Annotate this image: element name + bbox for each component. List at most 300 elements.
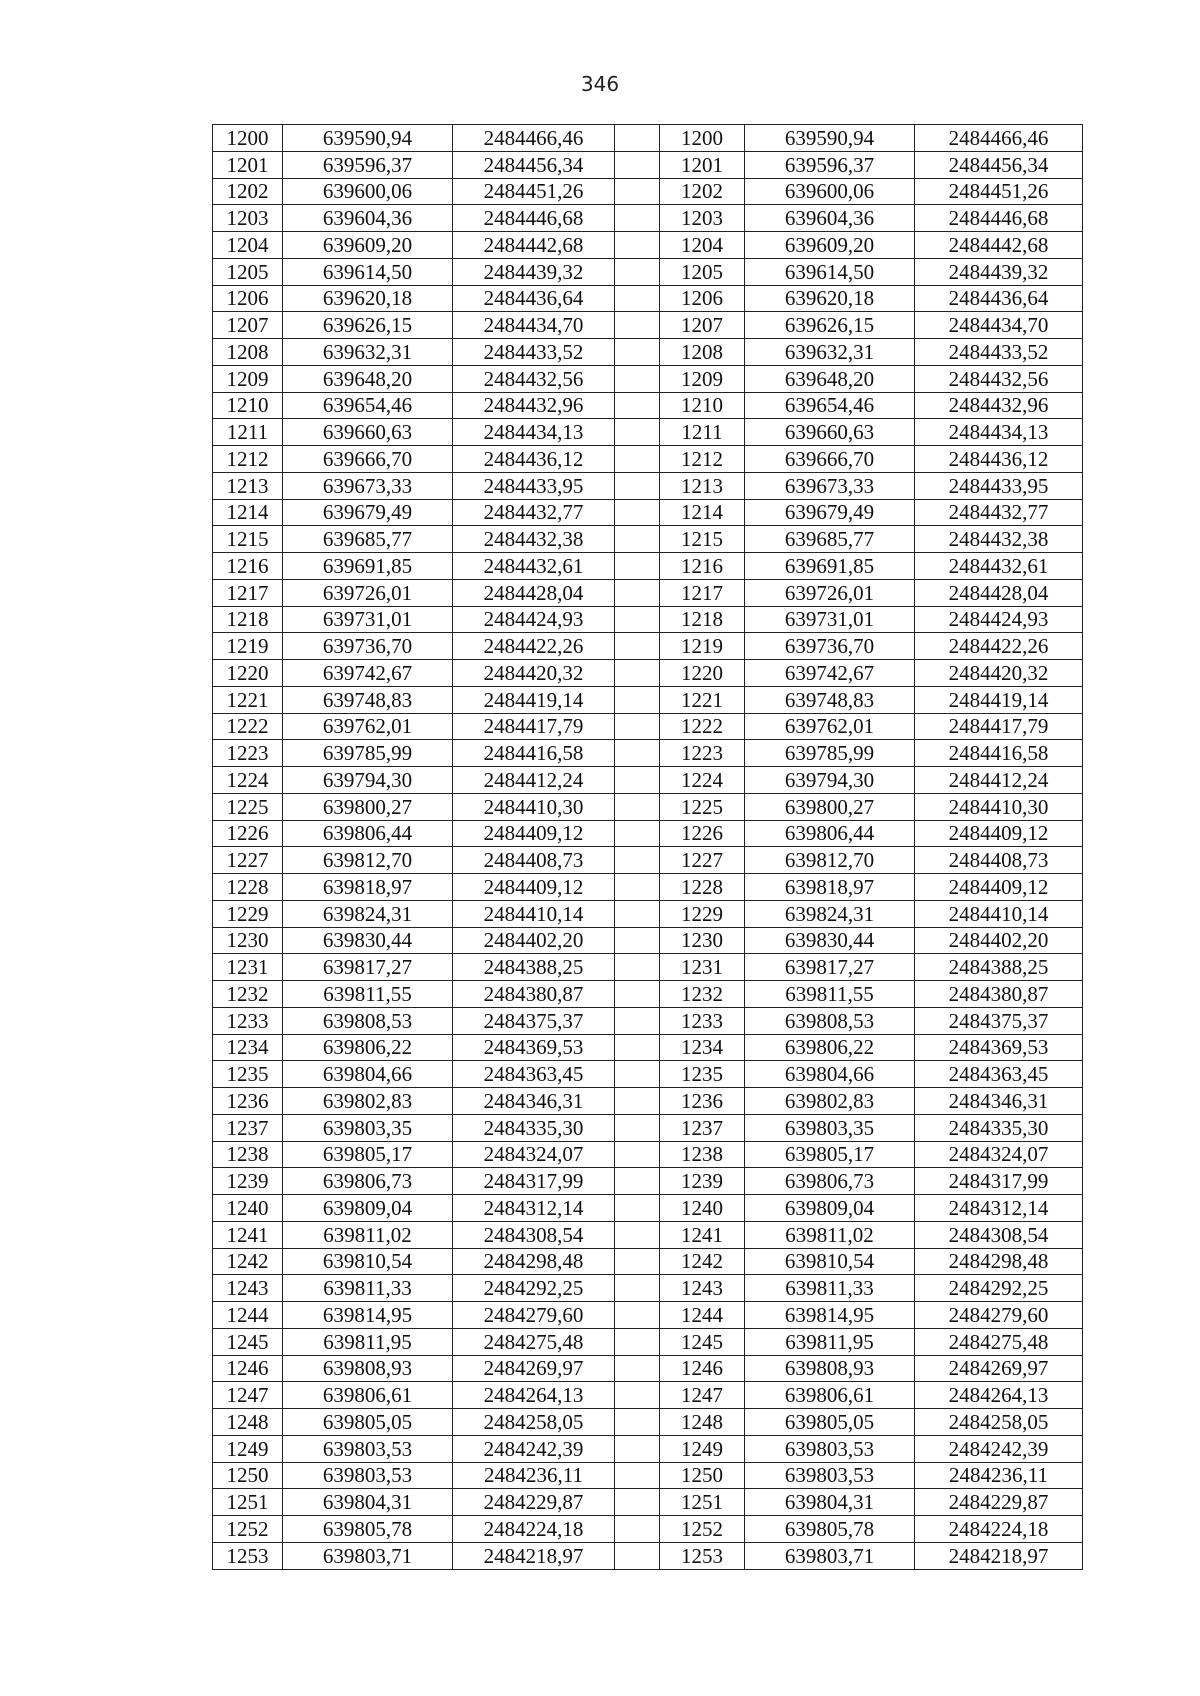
right-point-number-cell: 1214: [660, 499, 745, 526]
empty-separator-cell: [615, 954, 660, 981]
right-y-coordinate-cell: 2484402,20: [915, 927, 1083, 954]
left-y-coordinate-cell: 2484410,30: [453, 793, 615, 820]
left-y-coordinate-cell: 2484446,68: [453, 205, 615, 232]
empty-separator-cell: [615, 660, 660, 687]
left-point-number-cell: 1238: [213, 1141, 283, 1168]
left-point-number-cell: 1204: [213, 232, 283, 259]
right-x-coordinate-cell: 639812,70: [745, 847, 915, 874]
left-x-coordinate-cell: 639811,55: [283, 981, 453, 1008]
empty-separator-cell: [615, 392, 660, 419]
right-y-coordinate-cell: 2484432,77: [915, 499, 1083, 526]
left-x-coordinate-cell: 639632,31: [283, 339, 453, 366]
left-x-coordinate-cell: 639805,17: [283, 1141, 453, 1168]
left-x-coordinate-cell: 639806,44: [283, 820, 453, 847]
left-point-number-cell: 1219: [213, 633, 283, 660]
left-point-number-cell: 1249: [213, 1435, 283, 1462]
right-x-coordinate-cell: 639609,20: [745, 232, 915, 259]
right-point-number-cell: 1213: [660, 472, 745, 499]
right-point-number-cell: 1203: [660, 205, 745, 232]
table-row: [213, 1516, 1083, 1543]
left-x-coordinate-cell: 639762,01: [283, 713, 453, 740]
empty-separator-cell: [615, 767, 660, 794]
right-y-coordinate-cell: 2484317,99: [915, 1168, 1083, 1195]
empty-separator-cell: [615, 446, 660, 473]
right-point-number-cell: 1208: [660, 339, 745, 366]
empty-separator-cell: [615, 1382, 660, 1409]
empty-separator-cell: [615, 1435, 660, 1462]
left-x-coordinate-cell: 639806,22: [283, 1034, 453, 1061]
left-point-number-cell: 1224: [213, 767, 283, 794]
left-y-coordinate-cell: 2484433,95: [453, 472, 615, 499]
table-row: [213, 125, 1083, 152]
right-y-coordinate-cell: 2484432,56: [915, 365, 1083, 392]
table-row: [213, 1007, 1083, 1034]
right-x-coordinate-cell: 639803,53: [745, 1435, 915, 1462]
left-y-coordinate-cell: 2484312,14: [453, 1195, 615, 1222]
left-y-coordinate-cell: 2484442,68: [453, 232, 615, 259]
empty-separator-cell: [615, 1034, 660, 1061]
right-x-coordinate-cell: 639808,93: [745, 1355, 915, 1382]
right-y-coordinate-cell: 2484218,97: [915, 1542, 1083, 1569]
left-point-number-cell: 1239: [213, 1168, 283, 1195]
right-x-coordinate-cell: 639620,18: [745, 285, 915, 312]
right-x-coordinate-cell: 639626,15: [745, 312, 915, 339]
empty-separator-cell: [615, 1355, 660, 1382]
left-x-coordinate-cell: 639809,04: [283, 1195, 453, 1222]
right-x-coordinate-cell: 639810,54: [745, 1248, 915, 1275]
left-point-number-cell: 1253: [213, 1542, 283, 1569]
empty-separator-cell: [615, 312, 660, 339]
left-point-number-cell: 1252: [213, 1516, 283, 1543]
left-point-number-cell: 1208: [213, 339, 283, 366]
right-y-coordinate-cell: 2484446,68: [915, 205, 1083, 232]
right-x-coordinate-cell: 639742,67: [745, 660, 915, 687]
right-y-coordinate-cell: 2484424,93: [915, 606, 1083, 633]
left-x-coordinate-cell: 639803,35: [283, 1114, 453, 1141]
left-y-coordinate-cell: 2484432,96: [453, 392, 615, 419]
right-y-coordinate-cell: 2484451,26: [915, 178, 1083, 205]
left-y-coordinate-cell: 2484433,52: [453, 339, 615, 366]
right-point-number-cell: 1230: [660, 927, 745, 954]
right-y-coordinate-cell: 2484408,73: [915, 847, 1083, 874]
left-y-coordinate-cell: 2484428,04: [453, 579, 615, 606]
right-y-coordinate-cell: 2484292,25: [915, 1275, 1083, 1302]
left-point-number-cell: 1242: [213, 1248, 283, 1275]
right-x-coordinate-cell: 639803,53: [745, 1462, 915, 1489]
right-x-coordinate-cell: 639679,49: [745, 499, 915, 526]
left-point-number-cell: 1210: [213, 392, 283, 419]
empty-separator-cell: [615, 1007, 660, 1034]
right-point-number-cell: 1207: [660, 312, 745, 339]
left-y-coordinate-cell: 2484456,34: [453, 151, 615, 178]
table-row: [213, 713, 1083, 740]
right-x-coordinate-cell: 639673,33: [745, 472, 915, 499]
empty-separator-cell: [615, 151, 660, 178]
right-point-number-cell: 1212: [660, 446, 745, 473]
empty-separator-cell: [615, 1248, 660, 1275]
left-x-coordinate-cell: 639811,33: [283, 1275, 453, 1302]
left-point-number-cell: 1235: [213, 1061, 283, 1088]
left-x-coordinate-cell: 639806,61: [283, 1382, 453, 1409]
right-y-coordinate-cell: 2484428,04: [915, 579, 1083, 606]
table-row: [213, 820, 1083, 847]
right-x-coordinate-cell: 639814,95: [745, 1302, 915, 1329]
table-row: [213, 312, 1083, 339]
right-point-number-cell: 1247: [660, 1382, 745, 1409]
left-y-coordinate-cell: 2484275,48: [453, 1328, 615, 1355]
table-row: [213, 205, 1083, 232]
right-y-coordinate-cell: 2484242,39: [915, 1435, 1083, 1462]
empty-separator-cell: [615, 472, 660, 499]
empty-separator-cell: [615, 1114, 660, 1141]
right-x-coordinate-cell: 639762,01: [745, 713, 915, 740]
left-y-coordinate-cell: 2484346,31: [453, 1088, 615, 1115]
right-x-coordinate-cell: 639808,53: [745, 1007, 915, 1034]
left-x-coordinate-cell: 639830,44: [283, 927, 453, 954]
empty-separator-cell: [615, 847, 660, 874]
right-x-coordinate-cell: 639590,94: [745, 125, 915, 152]
left-x-coordinate-cell: 639654,46: [283, 392, 453, 419]
left-x-coordinate-cell: 639810,54: [283, 1248, 453, 1275]
empty-separator-cell: [615, 633, 660, 660]
right-point-number-cell: 1231: [660, 954, 745, 981]
right-x-coordinate-cell: 639804,66: [745, 1061, 915, 1088]
left-x-coordinate-cell: 639785,99: [283, 740, 453, 767]
left-y-coordinate-cell: 2484422,26: [453, 633, 615, 660]
left-point-number-cell: 1231: [213, 954, 283, 981]
left-y-coordinate-cell: 2484416,58: [453, 740, 615, 767]
empty-separator-cell: [615, 232, 660, 259]
right-point-number-cell: 1222: [660, 713, 745, 740]
right-y-coordinate-cell: 2484375,37: [915, 1007, 1083, 1034]
left-point-number-cell: 1215: [213, 526, 283, 553]
right-x-coordinate-cell: 639804,31: [745, 1489, 915, 1516]
right-point-number-cell: 1244: [660, 1302, 745, 1329]
left-y-coordinate-cell: 2484412,24: [453, 767, 615, 794]
left-point-number-cell: 1200: [213, 125, 283, 152]
right-x-coordinate-cell: 639604,36: [745, 205, 915, 232]
table-row: [213, 1409, 1083, 1436]
left-x-coordinate-cell: 639691,85: [283, 553, 453, 580]
right-point-number-cell: 1236: [660, 1088, 745, 1115]
right-x-coordinate-cell: 639805,17: [745, 1141, 915, 1168]
right-x-coordinate-cell: 639811,33: [745, 1275, 915, 1302]
table-row: [213, 151, 1083, 178]
right-point-number-cell: 1233: [660, 1007, 745, 1034]
right-x-coordinate-cell: 639794,30: [745, 767, 915, 794]
coordinates-table: [212, 124, 1083, 1570]
left-x-coordinate-cell: 639803,53: [283, 1462, 453, 1489]
left-x-coordinate-cell: 639660,63: [283, 419, 453, 446]
left-point-number-cell: 1234: [213, 1034, 283, 1061]
right-x-coordinate-cell: 639726,01: [745, 579, 915, 606]
right-y-coordinate-cell: 2484439,32: [915, 258, 1083, 285]
table-row: [213, 178, 1083, 205]
right-x-coordinate-cell: 639600,06: [745, 178, 915, 205]
left-y-coordinate-cell: 2484242,39: [453, 1435, 615, 1462]
table-row: [213, 1462, 1083, 1489]
left-y-coordinate-cell: 2484436,12: [453, 446, 615, 473]
table-row: [213, 1195, 1083, 1222]
left-x-coordinate-cell: 639673,33: [283, 472, 453, 499]
table-row: [213, 900, 1083, 927]
empty-separator-cell: [615, 1195, 660, 1222]
right-y-coordinate-cell: 2484436,12: [915, 446, 1083, 473]
left-point-number-cell: 1241: [213, 1221, 283, 1248]
table-row: [213, 1221, 1083, 1248]
left-y-coordinate-cell: 2484432,61: [453, 553, 615, 580]
right-y-coordinate-cell: 2484335,30: [915, 1114, 1083, 1141]
table-row: [213, 874, 1083, 901]
left-x-coordinate-cell: 639808,53: [283, 1007, 453, 1034]
right-x-coordinate-cell: 639806,22: [745, 1034, 915, 1061]
left-x-coordinate-cell: 639620,18: [283, 285, 453, 312]
right-point-number-cell: 1241: [660, 1221, 745, 1248]
empty-separator-cell: [615, 1221, 660, 1248]
table-row: [213, 1542, 1083, 1569]
right-point-number-cell: 1205: [660, 258, 745, 285]
right-point-number-cell: 1204: [660, 232, 745, 259]
table-row: [213, 1382, 1083, 1409]
right-point-number-cell: 1216: [660, 553, 745, 580]
right-point-number-cell: 1219: [660, 633, 745, 660]
empty-separator-cell: [615, 927, 660, 954]
empty-separator-cell: [615, 900, 660, 927]
right-x-coordinate-cell: 639802,83: [745, 1088, 915, 1115]
right-y-coordinate-cell: 2484412,24: [915, 767, 1083, 794]
empty-separator-cell: [615, 365, 660, 392]
table-row: [213, 1275, 1083, 1302]
right-point-number-cell: 1237: [660, 1114, 745, 1141]
left-x-coordinate-cell: 639685,77: [283, 526, 453, 553]
table-row: [213, 1034, 1083, 1061]
left-y-coordinate-cell: 2484402,20: [453, 927, 615, 954]
left-y-coordinate-cell: 2484439,32: [453, 258, 615, 285]
right-y-coordinate-cell: 2484456,34: [915, 151, 1083, 178]
empty-separator-cell: [615, 579, 660, 606]
left-y-coordinate-cell: 2484264,13: [453, 1382, 615, 1409]
right-y-coordinate-cell: 2484436,64: [915, 285, 1083, 312]
table-row: [213, 232, 1083, 259]
empty-separator-cell: [615, 1409, 660, 1436]
right-y-coordinate-cell: 2484417,79: [915, 713, 1083, 740]
right-x-coordinate-cell: 639818,97: [745, 874, 915, 901]
left-point-number-cell: 1212: [213, 446, 283, 473]
empty-separator-cell: [615, 285, 660, 312]
right-x-coordinate-cell: 639685,77: [745, 526, 915, 553]
table-row: [213, 1061, 1083, 1088]
left-y-coordinate-cell: 2484408,73: [453, 847, 615, 874]
table-row: [213, 553, 1083, 580]
left-point-number-cell: 1207: [213, 312, 283, 339]
left-y-coordinate-cell: 2484466,46: [453, 125, 615, 152]
left-x-coordinate-cell: 639626,15: [283, 312, 453, 339]
left-x-coordinate-cell: 639604,36: [283, 205, 453, 232]
left-x-coordinate-cell: 639803,71: [283, 1542, 453, 1569]
right-point-number-cell: 1234: [660, 1034, 745, 1061]
right-x-coordinate-cell: 639805,78: [745, 1516, 915, 1543]
left-y-coordinate-cell: 2484224,18: [453, 1516, 615, 1543]
left-y-coordinate-cell: 2484434,13: [453, 419, 615, 446]
right-y-coordinate-cell: 2484442,68: [915, 232, 1083, 259]
empty-separator-cell: [615, 1462, 660, 1489]
left-x-coordinate-cell: 639804,66: [283, 1061, 453, 1088]
right-x-coordinate-cell: 639731,01: [745, 606, 915, 633]
right-point-number-cell: 1220: [660, 660, 745, 687]
left-x-coordinate-cell: 639811,02: [283, 1221, 453, 1248]
left-point-number-cell: 1211: [213, 419, 283, 446]
left-x-coordinate-cell: 639804,31: [283, 1489, 453, 1516]
left-point-number-cell: 1250: [213, 1462, 283, 1489]
left-y-coordinate-cell: 2484417,79: [453, 713, 615, 740]
left-point-number-cell: 1226: [213, 820, 283, 847]
left-y-coordinate-cell: 2484419,14: [453, 686, 615, 713]
right-y-coordinate-cell: 2484229,87: [915, 1489, 1083, 1516]
left-point-number-cell: 1225: [213, 793, 283, 820]
table-row: [213, 660, 1083, 687]
right-x-coordinate-cell: 639811,95: [745, 1328, 915, 1355]
left-point-number-cell: 1237: [213, 1114, 283, 1141]
right-point-number-cell: 1238: [660, 1141, 745, 1168]
empty-separator-cell: [615, 205, 660, 232]
table-row: [213, 579, 1083, 606]
right-x-coordinate-cell: 639803,71: [745, 1542, 915, 1569]
empty-separator-cell: [615, 1275, 660, 1302]
left-point-number-cell: 1236: [213, 1088, 283, 1115]
right-point-number-cell: 1248: [660, 1409, 745, 1436]
right-x-coordinate-cell: 639654,46: [745, 392, 915, 419]
right-point-number-cell: 1251: [660, 1489, 745, 1516]
right-x-coordinate-cell: 639806,73: [745, 1168, 915, 1195]
right-point-number-cell: 1218: [660, 606, 745, 633]
left-x-coordinate-cell: 639666,70: [283, 446, 453, 473]
left-point-number-cell: 1205: [213, 258, 283, 285]
right-y-coordinate-cell: 2484308,54: [915, 1221, 1083, 1248]
right-y-coordinate-cell: 2484258,05: [915, 1409, 1083, 1436]
left-x-coordinate-cell: 639600,06: [283, 178, 453, 205]
left-point-number-cell: 1220: [213, 660, 283, 687]
right-point-number-cell: 1225: [660, 793, 745, 820]
left-y-coordinate-cell: 2484434,70: [453, 312, 615, 339]
left-x-coordinate-cell: 639679,49: [283, 499, 453, 526]
left-y-coordinate-cell: 2484409,12: [453, 820, 615, 847]
right-y-coordinate-cell: 2484420,32: [915, 660, 1083, 687]
left-y-coordinate-cell: 2484298,48: [453, 1248, 615, 1275]
right-x-coordinate-cell: 639806,44: [745, 820, 915, 847]
left-point-number-cell: 1214: [213, 499, 283, 526]
left-point-number-cell: 1218: [213, 606, 283, 633]
right-point-number-cell: 1239: [660, 1168, 745, 1195]
right-y-coordinate-cell: 2484312,14: [915, 1195, 1083, 1222]
right-y-coordinate-cell: 2484236,11: [915, 1462, 1083, 1489]
table-row: [213, 740, 1083, 767]
left-x-coordinate-cell: 639726,01: [283, 579, 453, 606]
left-y-coordinate-cell: 2484432,56: [453, 365, 615, 392]
left-x-coordinate-cell: 639648,20: [283, 365, 453, 392]
right-point-number-cell: 1249: [660, 1435, 745, 1462]
left-point-number-cell: 1244: [213, 1302, 283, 1329]
table-row: [213, 1248, 1083, 1275]
left-point-number-cell: 1202: [213, 178, 283, 205]
right-y-coordinate-cell: 2484433,52: [915, 339, 1083, 366]
table-row: [213, 1435, 1083, 1462]
right-point-number-cell: 1223: [660, 740, 745, 767]
right-point-number-cell: 1206: [660, 285, 745, 312]
right-point-number-cell: 1202: [660, 178, 745, 205]
right-point-number-cell: 1243: [660, 1275, 745, 1302]
right-point-number-cell: 1227: [660, 847, 745, 874]
left-point-number-cell: 1232: [213, 981, 283, 1008]
empty-separator-cell: [615, 820, 660, 847]
left-y-coordinate-cell: 2484279,60: [453, 1302, 615, 1329]
left-x-coordinate-cell: 639814,95: [283, 1302, 453, 1329]
left-y-coordinate-cell: 2484436,64: [453, 285, 615, 312]
right-x-coordinate-cell: 639809,04: [745, 1195, 915, 1222]
empty-separator-cell: [615, 981, 660, 1008]
right-point-number-cell: 1228: [660, 874, 745, 901]
right-y-coordinate-cell: 2484434,13: [915, 419, 1083, 446]
left-point-number-cell: 1240: [213, 1195, 283, 1222]
empty-separator-cell: [615, 419, 660, 446]
table-row: [213, 847, 1083, 874]
right-y-coordinate-cell: 2484419,14: [915, 686, 1083, 713]
left-point-number-cell: 1227: [213, 847, 283, 874]
table-row: [213, 392, 1083, 419]
left-y-coordinate-cell: 2484432,38: [453, 526, 615, 553]
empty-separator-cell: [615, 1542, 660, 1569]
left-x-coordinate-cell: 639596,37: [283, 151, 453, 178]
right-y-coordinate-cell: 2484380,87: [915, 981, 1083, 1008]
right-point-number-cell: 1215: [660, 526, 745, 553]
left-x-coordinate-cell: 639736,70: [283, 633, 453, 660]
left-point-number-cell: 1221: [213, 686, 283, 713]
table-row: [213, 1302, 1083, 1329]
table-row: [213, 419, 1083, 446]
left-point-number-cell: 1223: [213, 740, 283, 767]
left-y-coordinate-cell: 2484420,32: [453, 660, 615, 687]
right-point-number-cell: 1229: [660, 900, 745, 927]
right-x-coordinate-cell: 639811,02: [745, 1221, 915, 1248]
table-row: [213, 927, 1083, 954]
right-y-coordinate-cell: 2484346,31: [915, 1088, 1083, 1115]
right-y-coordinate-cell: 2484432,61: [915, 553, 1083, 580]
table-row: [213, 1489, 1083, 1516]
left-y-coordinate-cell: 2484375,37: [453, 1007, 615, 1034]
left-x-coordinate-cell: 639805,05: [283, 1409, 453, 1436]
left-x-coordinate-cell: 639609,20: [283, 232, 453, 259]
right-point-number-cell: 1226: [660, 820, 745, 847]
left-x-coordinate-cell: 639614,50: [283, 258, 453, 285]
left-y-coordinate-cell: 2484369,53: [453, 1034, 615, 1061]
empty-separator-cell: [615, 713, 660, 740]
left-x-coordinate-cell: 639817,27: [283, 954, 453, 981]
right-point-number-cell: 1211: [660, 419, 745, 446]
table-row: [213, 767, 1083, 794]
right-y-coordinate-cell: 2484410,14: [915, 900, 1083, 927]
right-point-number-cell: 1221: [660, 686, 745, 713]
right-point-number-cell: 1246: [660, 1355, 745, 1382]
left-x-coordinate-cell: 639590,94: [283, 125, 453, 152]
left-point-number-cell: 1203: [213, 205, 283, 232]
empty-separator-cell: [615, 1141, 660, 1168]
right-y-coordinate-cell: 2484422,26: [915, 633, 1083, 660]
left-y-coordinate-cell: 2484324,07: [453, 1141, 615, 1168]
left-y-coordinate-cell: 2484380,87: [453, 981, 615, 1008]
left-x-coordinate-cell: 639808,93: [283, 1355, 453, 1382]
right-x-coordinate-cell: 639803,35: [745, 1114, 915, 1141]
left-point-number-cell: 1248: [213, 1409, 283, 1436]
right-point-number-cell: 1200: [660, 125, 745, 152]
